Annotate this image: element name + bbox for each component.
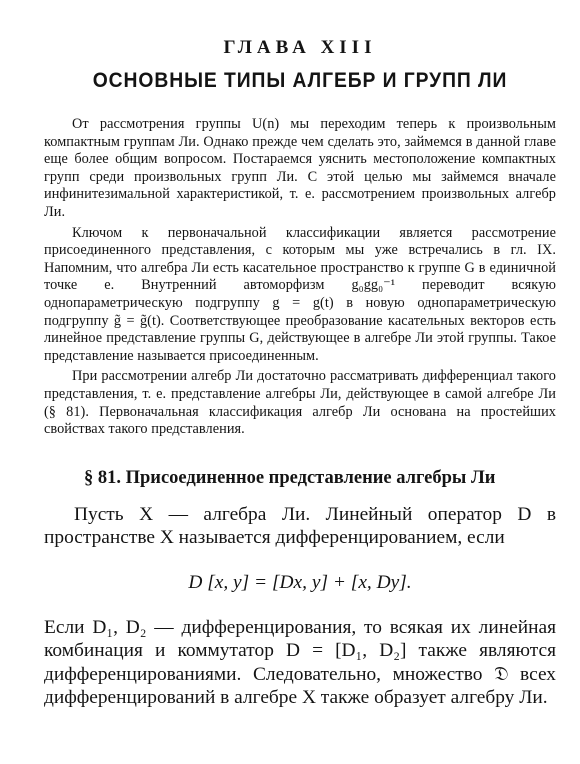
formula: D [x, y] = [Dx, y] + [x, Dy]. (188, 571, 412, 593)
body-paragraph: Если D₁, D₂ — дифференцирования, то всякая их линейная комбинация и коммутатор D = [D₁, D₂] также являются дифференцированиями. Следовательно, множество 𝔇 всех дифференцирований в алгебре X также образует алгебру Ли. (44, 616, 556, 709)
intro-paragraph: От рассмотрения группы U(n) мы переходим теперь к произвольным компактным группам Ли. Однако прежде чем сделать это, займемся в данной главе еще более общим вопросом. Постараемся уяснить местоположение компактных групп среди произвольных групп Ли. С этой целью мы займемся вначале инфинитезимальной характеристикой, т. е. рассмотрением произвольных алгебр Ли. (44, 116, 556, 220)
intro-paragraph: При рассмотрении алгебр Ли достаточно рассматривать дифференциал такого представления, т. е. представление алгебры Ли, действующее в самой алгебре Ли (§ 81). Первоначальная классификация алгебр Ли основана на простейших свойствах такого представления. (44, 368, 556, 438)
intro-section (44, 116, 556, 439)
intro-paragraph: Ключом к первоначальной классификации является рассмотрение присоединенного представления, с которым мы уже встречались в гл. IX. Напомним, что алгебра Ли есть касательное пространство к группе G в единичной точке e. Внутренний автоморфизм g₀gg₀⁻¹ переводит всякую однопараметрическую подгруппу g = g(t) в новую однопараметрическую подгруппу g̃ = g̃(t). Соответствующее преобразование касательных векторов есть линейное представление группы G, действующее в алгебре Ли этой группы. Такое представление называется присоединенным. (44, 224, 556, 364)
book-page (44, 36, 556, 710)
section-body (44, 503, 556, 710)
body-paragraph: Пусть X — алгебра Ли. Линейный оператор D в пространстве X называется дифференцированием, если (44, 503, 556, 549)
chapter-title: ОСНОВНЫЕ ТИПЫ АЛГЕБР И ГРУПП ЛИ (92, 69, 508, 92)
section-title: § 81. Присоединенное представление алгебры Ли (84, 467, 496, 488)
chapter-label: ГЛАВА XIII (223, 37, 377, 58)
